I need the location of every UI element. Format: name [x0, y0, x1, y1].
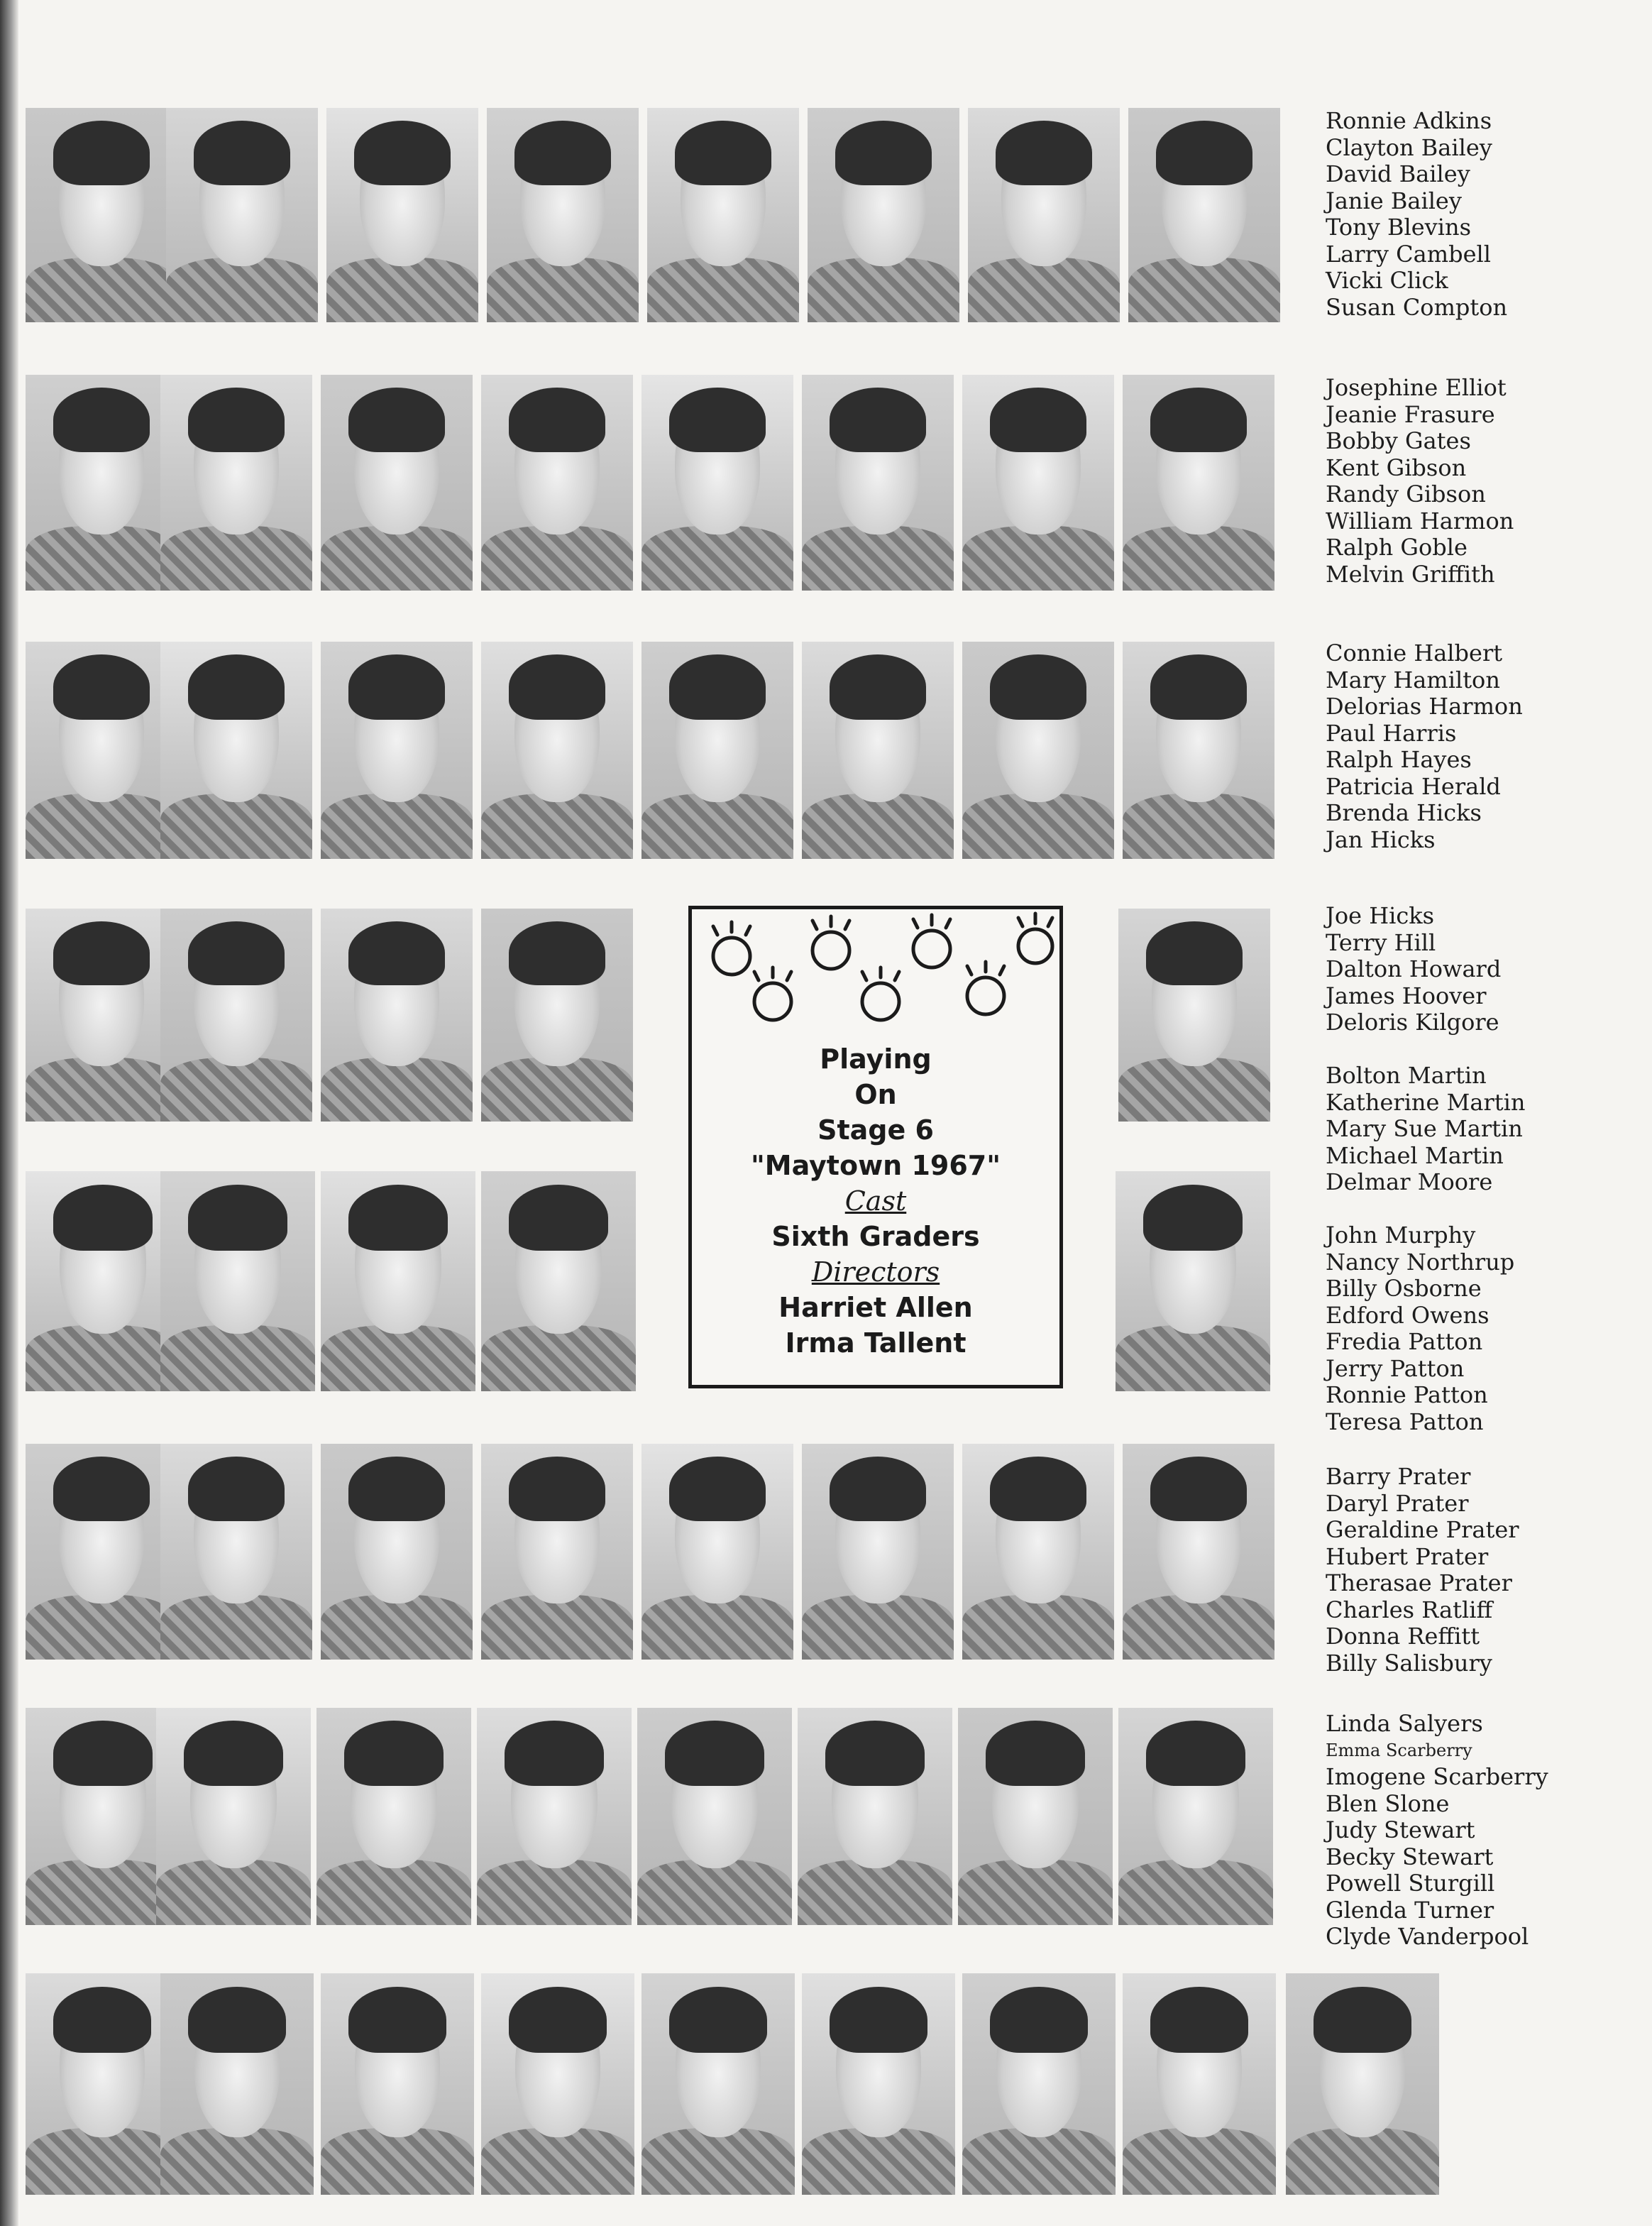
portrait-hair	[348, 921, 446, 985]
student-name: Josephine Elliot	[1326, 374, 1507, 401]
portrait-body	[160, 1325, 315, 1391]
student-photo	[160, 1973, 314, 2195]
student-name: Patricia Herald	[1326, 772, 1501, 800]
student-name: Michael Martin	[1326, 1141, 1504, 1169]
student-name: Fredia Patton	[1326, 1328, 1483, 1355]
portrait-hair	[53, 1721, 153, 1786]
portrait-hair	[830, 654, 927, 720]
name-spacer	[1326, 1036, 1624, 1063]
portrait-body	[26, 1595, 177, 1660]
portrait-body	[481, 794, 633, 859]
portrait-body	[1123, 1595, 1274, 1660]
portrait-hair	[1156, 121, 1253, 185]
portrait-body	[802, 794, 954, 859]
student-name: Terry Hill	[1326, 928, 1436, 956]
portrait-hair	[986, 1721, 1085, 1786]
names-column-6	[1326, 1711, 1624, 1951]
student-name: Clayton Bailey	[1326, 133, 1492, 161]
student-photo	[1123, 642, 1274, 859]
student-name: Therasae Prater	[1326, 1569, 1512, 1596]
portrait-hair	[669, 654, 766, 720]
portrait-body	[637, 1860, 792, 1925]
student-photo	[326, 108, 478, 322]
student-name: Larry Cambell	[1326, 240, 1491, 268]
portrait-body	[641, 1595, 793, 1660]
student-photo	[962, 375, 1114, 591]
student-photo	[160, 1171, 315, 1391]
portrait-hair	[1146, 921, 1243, 985]
student-name: Nancy Northrup	[1326, 1248, 1515, 1276]
student-photo	[316, 1708, 471, 1925]
portrait-hair	[990, 1457, 1087, 1521]
student-name: James Hoover	[1326, 982, 1487, 1009]
portrait-body	[968, 258, 1120, 322]
portrait-hair	[996, 121, 1093, 185]
student-name: Joe Hicks	[1326, 902, 1435, 929]
portrait-hair	[990, 654, 1087, 720]
student-photo	[637, 1708, 792, 1925]
student-photo	[160, 909, 312, 1122]
portrait-hair	[990, 1987, 1088, 2054]
student-name: Imogene Scarberry	[1326, 1763, 1548, 1790]
portrait-hair	[1150, 388, 1248, 452]
portrait-hair	[348, 1457, 446, 1521]
portrait-body	[1128, 258, 1280, 322]
portrait-hair	[669, 388, 766, 452]
student-photo	[808, 108, 959, 322]
student-photo	[641, 1444, 793, 1660]
student-photo	[26, 1973, 179, 2195]
student-name: Barry Prater	[1326, 1463, 1471, 1490]
student-name: Susan Compton	[1326, 293, 1508, 321]
student-name: Delmar Moore	[1326, 1168, 1493, 1195]
student-name: Mary Hamilton	[1326, 666, 1500, 693]
student-photo	[156, 1708, 311, 1925]
portrait-body	[156, 1860, 311, 1925]
portrait-body	[481, 1595, 633, 1660]
student-photo	[321, 375, 473, 591]
student-name: John Murphy	[1326, 1222, 1476, 1249]
student-photo	[968, 108, 1120, 322]
cast-heading: Cast	[844, 1185, 907, 1217]
portrait-hair	[1143, 1185, 1243, 1251]
portrait-hair	[53, 1457, 150, 1521]
portrait-body	[321, 526, 473, 591]
names-column-4	[1326, 903, 1624, 1435]
student-photo	[481, 1973, 634, 2195]
student-photo	[1116, 1171, 1270, 1391]
student-photo	[958, 1708, 1113, 1925]
portrait-body	[160, 1058, 312, 1122]
portrait-body	[1123, 526, 1274, 591]
portrait-body	[316, 1860, 471, 1925]
student-photo	[26, 108, 177, 322]
student-name: Paul Harris	[1326, 719, 1457, 747]
student-name: Hubert Prater	[1326, 1542, 1489, 1570]
student-name: Geraldine Prater	[1326, 1516, 1519, 1543]
portrait-hair	[830, 1457, 927, 1521]
portrait-body	[808, 258, 959, 322]
student-name: Janie Bailey	[1326, 187, 1462, 214]
stage-line: Stage 6	[817, 1114, 934, 1146]
student-photo	[481, 1171, 636, 1391]
portrait-hair	[830, 388, 927, 452]
student-name: Powell Sturgill	[1326, 1870, 1495, 1897]
student-photo	[481, 909, 633, 1122]
portrait-body	[26, 794, 177, 859]
portrait-body	[958, 1860, 1113, 1925]
on-line: On	[854, 1079, 897, 1110]
portrait-hair	[509, 654, 606, 720]
portrait-hair	[1146, 1721, 1245, 1786]
portrait-body	[481, 1058, 633, 1122]
portrait-body	[1123, 794, 1274, 859]
student-name: Bobby Gates	[1326, 427, 1471, 454]
portrait-body	[26, 526, 177, 591]
student-name: Jeanie Frasure	[1326, 400, 1495, 428]
cast-value: Sixth Graders	[771, 1221, 980, 1252]
portrait-body	[1118, 1058, 1270, 1122]
cast-box-text	[692, 1041, 1059, 1361]
student-photo	[160, 375, 312, 591]
student-photo	[1123, 1444, 1274, 1660]
portrait-hair	[835, 121, 932, 185]
portrait-hair	[53, 921, 150, 985]
portrait-body	[802, 526, 954, 591]
student-photo	[481, 1444, 633, 1660]
names-column-2	[1326, 375, 1624, 588]
student-photo	[641, 375, 793, 591]
student-name: Billy Osborne	[1326, 1275, 1482, 1302]
cast-box	[688, 906, 1063, 1388]
student-name: Clyde Vanderpool	[1326, 1923, 1529, 1950]
portrait-hair	[53, 1987, 151, 2054]
student-name: Connie Halbert	[1326, 640, 1503, 667]
portrait-hair	[509, 921, 606, 985]
portrait-hair	[53, 1185, 153, 1251]
student-photo	[321, 909, 473, 1122]
student-name: Edford Owens	[1326, 1301, 1489, 1329]
portrait-hair	[990, 388, 1087, 452]
portrait-body	[321, 794, 473, 859]
student-photo	[321, 1444, 473, 1660]
director-name: Irma Tallent	[785, 1327, 967, 1359]
portrait-body	[641, 526, 793, 591]
student-photo	[166, 108, 318, 322]
portrait-hair	[509, 1457, 606, 1521]
portrait-hair	[669, 1987, 767, 2054]
portrait-body	[1118, 1860, 1273, 1925]
portrait-hair	[188, 1457, 285, 1521]
portrait-hair	[184, 1721, 283, 1786]
portrait-body	[487, 258, 639, 322]
portrait-hair	[188, 1185, 287, 1251]
portrait-body	[26, 1058, 177, 1122]
portrait-body	[962, 526, 1114, 591]
student-name: Becky Stewart	[1326, 1843, 1494, 1870]
student-name: Katherine Martin	[1326, 1088, 1526, 1116]
portrait-hair	[1150, 1987, 1248, 2054]
student-name: Judy Stewart	[1326, 1816, 1475, 1843]
student-photo	[1286, 1973, 1439, 2195]
student-photo	[641, 1973, 795, 2195]
playing-line: Playing	[820, 1043, 932, 1075]
portrait-hair	[509, 388, 606, 452]
student-name: Linda Salyers	[1326, 1710, 1483, 1737]
student-photo	[26, 1171, 180, 1391]
student-name: Jan Hicks	[1326, 826, 1436, 853]
portrait-hair	[665, 1721, 764, 1786]
portrait-body	[962, 1595, 1114, 1660]
student-photo	[641, 642, 793, 859]
student-photo	[1123, 1973, 1276, 2195]
portrait-body	[321, 2128, 474, 2195]
portrait-body	[160, 1595, 312, 1660]
student-photo	[321, 642, 473, 859]
page-binding-edge	[0, 0, 18, 2226]
student-photo	[962, 1973, 1116, 2195]
portrait-body	[1286, 2128, 1439, 2195]
portrait-body	[1116, 1325, 1270, 1391]
student-photo	[160, 642, 312, 859]
student-name: Deloris Kilgore	[1326, 1009, 1499, 1036]
portrait-body	[166, 258, 318, 322]
portrait-hair	[53, 388, 150, 452]
portrait-body	[641, 794, 793, 859]
portrait-hair	[188, 654, 285, 720]
student-name: Dalton Howard	[1326, 955, 1502, 982]
portrait-body	[481, 526, 633, 591]
portrait-body	[326, 258, 478, 322]
student-name: Melvin Griffith	[1326, 560, 1495, 588]
student-photo	[802, 642, 954, 859]
student-name: Blen Slone	[1326, 1789, 1450, 1817]
student-photo	[1128, 108, 1280, 322]
student-photo	[802, 1973, 955, 2195]
student-name: Tony Blevins	[1326, 214, 1472, 241]
portrait-body	[160, 526, 312, 591]
student-photo	[321, 1973, 474, 2195]
portrait-hair	[1150, 1457, 1248, 1521]
student-photo	[487, 108, 639, 322]
student-photo	[1118, 909, 1270, 1122]
portrait-hair	[1150, 654, 1248, 720]
portrait-hair	[509, 1987, 607, 2054]
portrait-hair	[509, 1185, 608, 1251]
portrait-hair	[348, 388, 446, 452]
portrait-body	[26, 2128, 179, 2195]
names-column-5	[1326, 1464, 1624, 1677]
portrait-hair	[1314, 1987, 1411, 2054]
student-photo	[26, 909, 177, 1122]
portrait-hair	[188, 921, 285, 985]
student-photo	[962, 642, 1114, 859]
portrait-hair	[53, 121, 150, 185]
portrait-body	[798, 1860, 952, 1925]
student-name: Mary Sue Martin	[1326, 1115, 1523, 1142]
student-name: Bolton Martin	[1326, 1062, 1487, 1089]
student-name: William Harmon	[1326, 507, 1514, 534]
portrait-body	[321, 1058, 473, 1122]
student-photo	[321, 1171, 475, 1391]
student-name: Glenda Turner	[1326, 1896, 1494, 1924]
portrait-hair	[675, 121, 772, 185]
portrait-body	[160, 794, 312, 859]
student-photo	[26, 1444, 177, 1660]
student-photo	[26, 375, 177, 591]
names-column-3	[1326, 640, 1624, 853]
student-name: Randy Gibson	[1326, 481, 1486, 508]
student-photo	[802, 1444, 954, 1660]
portrait-body	[1123, 2128, 1276, 2195]
student-name: Ralph Hayes	[1326, 746, 1472, 773]
student-photo	[962, 1444, 1114, 1660]
portrait-hair	[194, 121, 291, 185]
portrait-body	[962, 2128, 1116, 2195]
portrait-body	[160, 2128, 314, 2195]
portrait-body	[26, 1325, 180, 1391]
student-photo	[481, 642, 633, 859]
student-name: Emma Scarberry	[1326, 1740, 1472, 1760]
portrait-hair	[514, 121, 612, 185]
portrait-body	[481, 1325, 636, 1391]
portrait-body	[321, 1325, 475, 1391]
student-photo	[1118, 1708, 1273, 1925]
student-photo	[647, 108, 799, 322]
portrait-hair	[188, 388, 285, 452]
student-photo	[481, 375, 633, 591]
portrait-body	[477, 1860, 632, 1925]
portrait-hair	[53, 654, 150, 720]
student-name: Kent Gibson	[1326, 454, 1467, 481]
student-photo	[26, 642, 177, 859]
student-name: Daryl Prater	[1326, 1489, 1469, 1517]
student-photo	[798, 1708, 952, 1925]
portrait-hair	[348, 1185, 448, 1251]
play-title: "Maytown 1967"	[750, 1150, 1001, 1181]
student-name: Ronnie Patton	[1326, 1381, 1488, 1408]
student-name: Vicki Click	[1326, 267, 1448, 294]
spotlight-icons	[692, 909, 1059, 1051]
student-name: Billy Salisbury	[1326, 1649, 1492, 1677]
student-photo	[1123, 375, 1274, 591]
directors-heading: Directors	[811, 1256, 940, 1288]
student-name: David Bailey	[1326, 160, 1470, 187]
portrait-hair	[825, 1721, 925, 1786]
student-photo	[477, 1708, 632, 1925]
portrait-body	[962, 794, 1114, 859]
portrait-hair	[669, 1457, 766, 1521]
name-spacer	[1326, 1196, 1624, 1223]
names-column-1	[1326, 108, 1624, 321]
portrait-body	[647, 258, 799, 322]
portrait-hair	[348, 1987, 446, 2054]
portrait-hair	[354, 121, 451, 185]
portrait-hair	[830, 1987, 927, 2054]
portrait-hair	[188, 1987, 286, 2054]
portrait-hair	[344, 1721, 444, 1786]
portrait-body	[802, 2128, 955, 2195]
student-name: Charles Ratliff	[1326, 1596, 1493, 1623]
director-name: Harriet Allen	[778, 1292, 973, 1323]
student-name: Jerry Patton	[1326, 1354, 1465, 1382]
student-photo	[802, 375, 954, 591]
student-name: Ronnie Adkins	[1326, 107, 1492, 134]
student-name: Delorias Harmon	[1326, 693, 1523, 720]
portrait-body	[802, 1595, 954, 1660]
portrait-body	[641, 2128, 795, 2195]
student-photo	[160, 1444, 312, 1660]
student-name: Teresa Patton	[1326, 1408, 1484, 1435]
portrait-body	[321, 1595, 473, 1660]
portrait-body	[26, 258, 177, 322]
portrait-body	[481, 2128, 634, 2195]
student-name: Brenda Hicks	[1326, 799, 1482, 826]
student-name: Ralph Goble	[1326, 534, 1467, 561]
portrait-hair	[505, 1721, 604, 1786]
student-name: Donna Reffitt	[1326, 1623, 1480, 1650]
portrait-hair	[348, 654, 446, 720]
